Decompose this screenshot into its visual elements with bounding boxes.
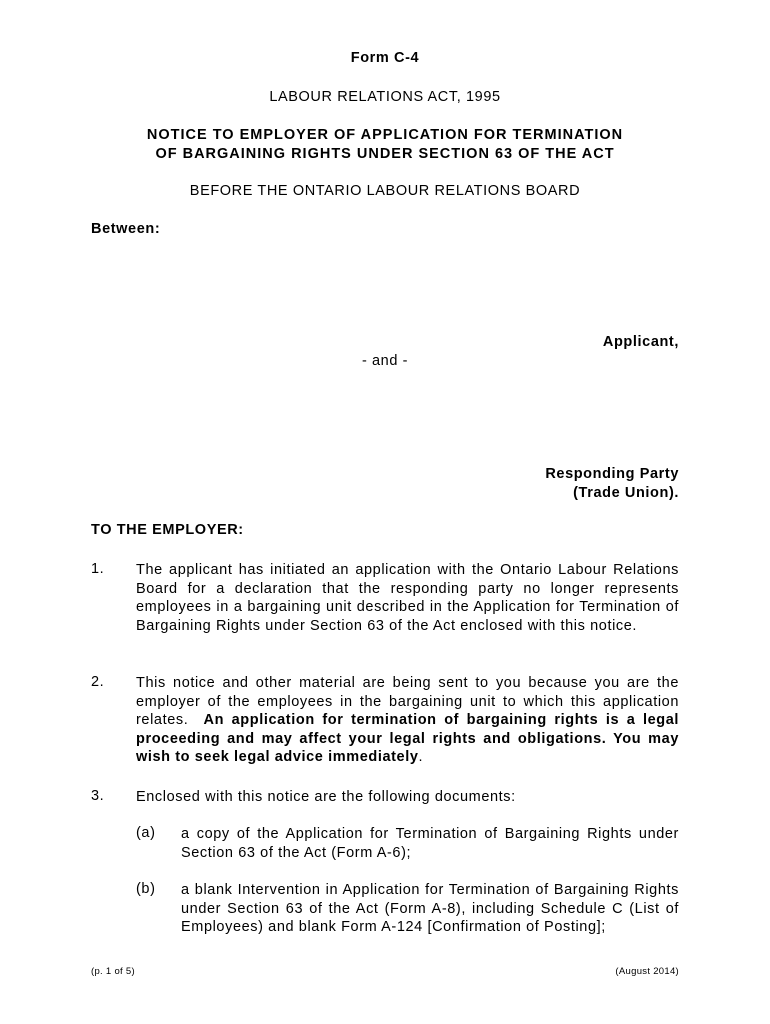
subitem-label-a: (a) <box>136 825 156 841</box>
page-number: (p. 1 of 5) <box>91 966 135 977</box>
item-text-2-bold: An application for termination of bargaining rights is a legal proceeding and may affect your legal rights and obligations. You may wish to seek legal advice immediately <box>136 712 679 766</box>
title-line-1: NOTICE TO EMPLOYER OF APPLICATION FOR TERMINATION <box>146 127 624 143</box>
item-number-3: 3. <box>91 788 105 804</box>
item-text-2-plain: This notice and other material are being sent to you because you are the employer of the employees in the bargaining unit to which this application relates. <box>136 675 679 729</box>
revision-date: (August 2014) <box>615 966 679 977</box>
trade-union-label: (Trade Union). <box>573 485 679 501</box>
title-line-2: OF BARGAINING RIGHTS UNDER SECTION 63 OF THE ACT <box>155 146 615 162</box>
item-text-1: The applicant has initiated an application with the Ontario Labour Relations Board for a declaration that the responding party no longer represents employees in a bargaining unit described in the Application for Termination of Bargaining Rights under Section 63 of the Act enclosed with this notice. <box>136 562 679 634</box>
subitem-text-b: a blank Intervention in Application for Termination of Bargaining Rights under Section 63 of the Act (Form A-8), including Schedule C (List of Employees) and blank Form A-124 [Confirmation of Posting]; <box>181 882 679 936</box>
item-number-2: 2. <box>91 674 105 690</box>
form-id: Form C-4 <box>350 50 420 66</box>
responding-party-label: Responding Party <box>545 466 679 482</box>
and-separator: - and - <box>361 353 409 369</box>
board-name: BEFORE THE ONTARIO LABOUR RELATIONS BOARD <box>189 183 581 199</box>
item-text-2-end: . <box>418 749 424 766</box>
to-employer-heading: TO THE EMPLOYER: <box>91 522 244 538</box>
subitem-text-a: a copy of the Application for Termination of Bargaining Rights under Section 63 of the Act (Form A-6); <box>181 826 679 861</box>
item-text-3: Enclosed with this notice are the following documents: <box>136 789 516 805</box>
item-text-2 <box>136 674 679 767</box>
between-label: Between: <box>91 221 161 237</box>
subitem-label-b: (b) <box>136 881 156 897</box>
act-name: LABOUR RELATIONS ACT, 1995 <box>269 89 501 105</box>
item-number-1: 1. <box>91 561 105 577</box>
applicant-label: Applicant, <box>602 334 679 350</box>
